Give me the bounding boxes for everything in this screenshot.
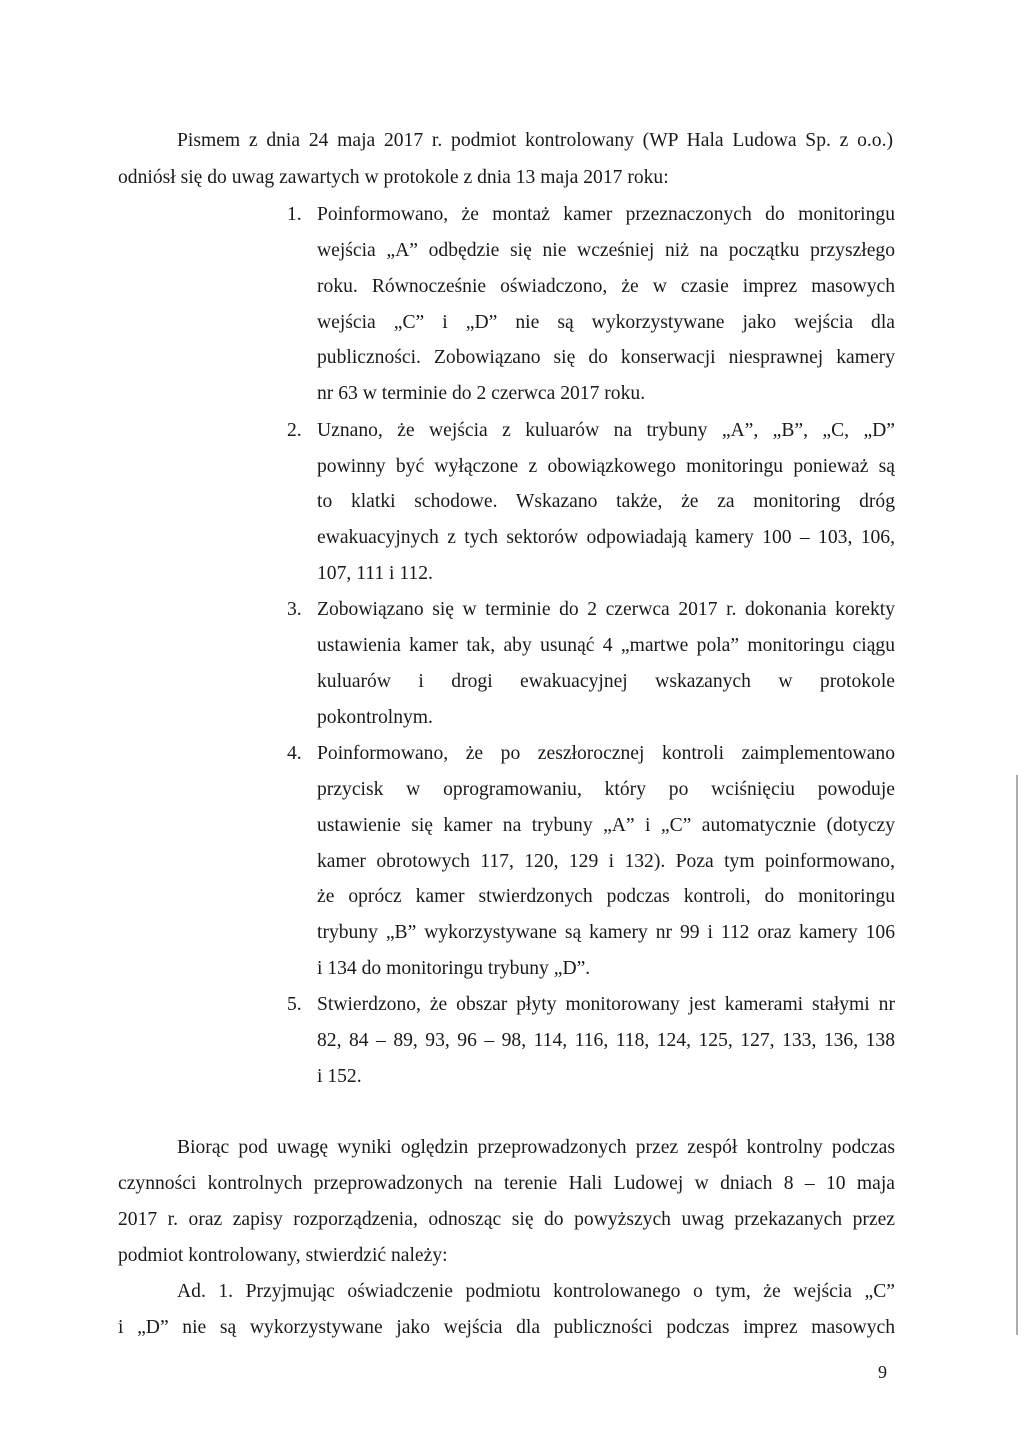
list-item-number: 5.	[287, 994, 302, 1015]
list-item-line: i 134 do monitoringu trybuny „D”.	[317, 958, 591, 979]
conclusion-line: podmiot kontrolowany, stwierdzić należy:	[118, 1245, 448, 1266]
list-item-line: kuluarów i drogi ewakuacyjnej wskazanych w protokole	[317, 671, 895, 692]
list-item-line: kamer obrotowych 117, 120, 129 i 132). Poza tym poinformowano,	[317, 851, 895, 872]
list-item-line: trybuny „B” wykorzystywane są kamery nr 99 i 112 oraz kamery 106	[317, 922, 895, 943]
list-item-line: to klatki schodowe. Wskazano także, że za monitoring dróg	[317, 491, 895, 512]
list-item-line: publiczności. Zobowiązano się do konserwacji niesprawnej kamery	[317, 347, 895, 368]
list-item-line: wejścia „A” odbędzie się nie wcześniej niż na początku przyszłego	[317, 240, 895, 261]
list-item-number: 3.	[287, 599, 302, 620]
list-item-line: ustawienie się kamer na trybuny „A” i „C” automatycznie (dotyczy	[317, 815, 895, 836]
conclusion-line: czynności kontrolnych przeprowadzonych na terenie Hali Ludowej w dniach 8 – 10 maja	[118, 1173, 895, 1194]
list-item-line: powinny być wyłączone z obowiązkowego monitoringu ponieważ są	[317, 456, 895, 477]
list-item-line: że oprócz kamer stwierdzonych podczas kontroli, do monitoringu	[317, 886, 895, 907]
list-item-line: Uznano, że wejścia z kuluarów na trybuny „A”, „B”, „C, „D”	[317, 420, 895, 441]
conclusion-line: Biorąc pod uwagę wyniki oględzin przeprowadzonych przez zespół kontrolny podczas	[177, 1137, 895, 1158]
list-item-line: Poinformowano, że po zeszłorocznej kontroli zaimplementowano	[317, 743, 895, 764]
list-item-line: Poinformowano, że montaż kamer przeznaczonych do monitoringu	[317, 204, 895, 225]
page-number: 9	[878, 1362, 887, 1382]
list-item-line: wejścia „C” i „D” nie są wykorzystywane jako wejścia dla	[317, 312, 895, 333]
scan-edge-line	[1016, 775, 1018, 1335]
ad1-line: Ad. 1. Przyjmując oświadczenie podmiotu kontrolowanego o tym, że wejścia „C”	[177, 1281, 895, 1302]
list-item-line: przycisk w oprogramowaniu, który po wciśnięciu powoduje	[317, 779, 895, 800]
conclusion-line: 2017 r. oraz zapisy rozporządzenia, odnosząc się do powyższych uwag przekazanych przez	[118, 1209, 895, 1230]
list-item-line: nr 63 w terminie do 2 czerwca 2017 roku.	[317, 383, 646, 404]
list-item-line: ustawienia kamer tak, aby usunąć 4 „martwe pola” monitoringu ciągu	[317, 635, 895, 656]
ad1-line: i „D” nie są wykorzystywane jako wejścia dla publiczności podczas imprez masowych	[118, 1317, 895, 1338]
intro-line: odniósł się do uwag zawartych w protokole z dnia 13 maja 2017 roku:	[118, 167, 669, 188]
list-item-line: pokontrolnym.	[317, 707, 433, 728]
list-item-number: 2.	[287, 420, 302, 441]
list-item-line: roku. Równocześnie oświadczono, że w czasie imprez masowych	[317, 276, 895, 297]
list-item-line: ewakuacyjnych z tych sektorów odpowiadają kamery 100 – 103, 106,	[317, 527, 895, 548]
list-item-line: i 152.	[317, 1066, 362, 1087]
list-item-line: 107, 111 i 112.	[317, 563, 433, 584]
list-item-number: 1.	[287, 204, 302, 225]
list-item-line: 82, 84 – 89, 93, 96 – 98, 114, 116, 118, 124, 125, 127, 133, 136, 138	[317, 1030, 895, 1051]
list-item-number: 4.	[287, 743, 302, 764]
list-item-line: Zobowiązano się w terminie do 2 czerwca 2017 r. dokonania korekty	[317, 599, 895, 620]
intro-line: Pismem z dnia 24 maja 2017 r. podmiot kontrolowany (WP Hala Ludowa Sp. z o.o.)	[177, 130, 893, 151]
list-item-line: Stwierdzono, że obszar płyty monitorowany jest kamerami stałymi nr	[317, 994, 895, 1015]
